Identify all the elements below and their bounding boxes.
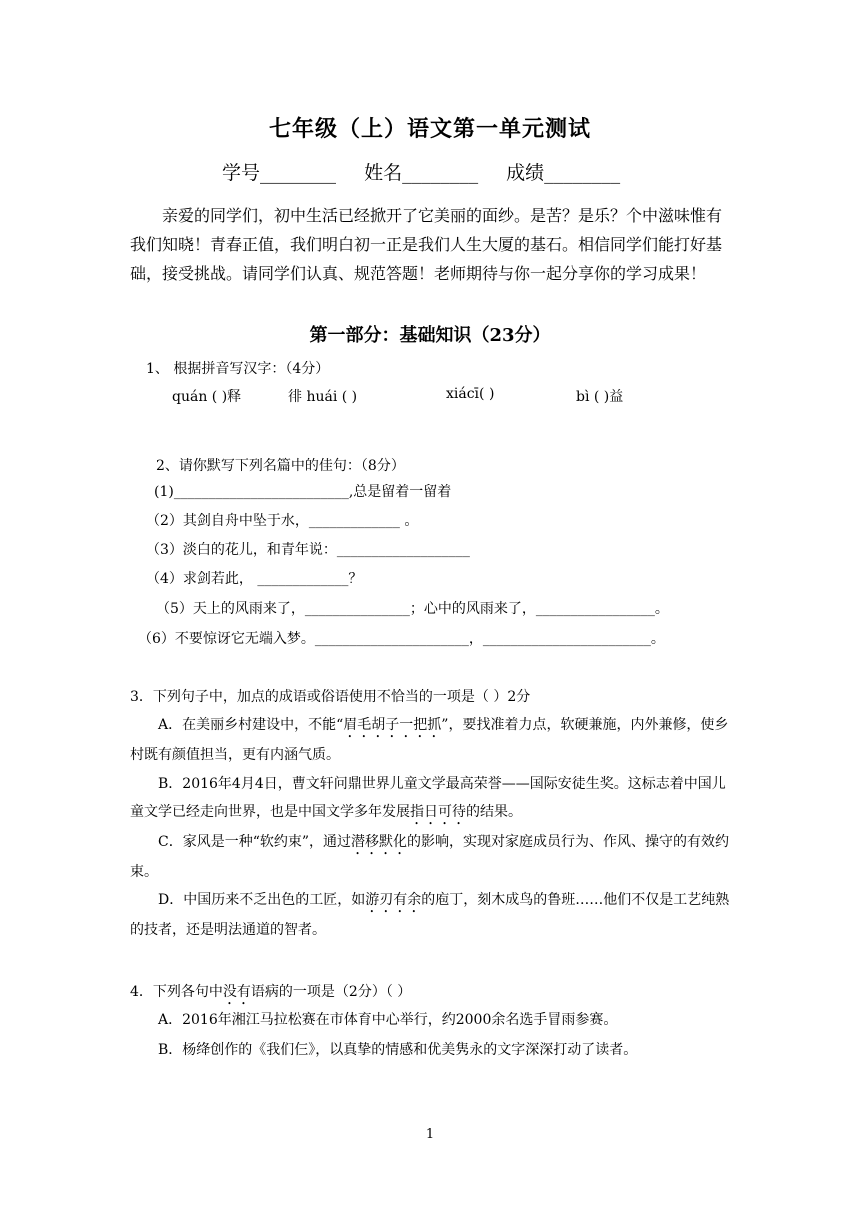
q2-line-5[interactable]: （5）天上的风雨来了，_______________；心中的风雨来了，_________________。 (156, 601, 669, 617)
q3-a-dotted-phrase: 眉毛胡子一把抓 (343, 717, 442, 733)
q3-b-text: B．2016年4月4日，曹文轩问鼎世界儿童文学最高荣誉——国际安徒生奖。这标志着中国儿童文学已经走向世界，也是中国文学多年发展 (130, 776, 726, 820)
q3-option-a[interactable] (130, 711, 735, 769)
q3-heading: 3．下列句子中，加点的成语或俗语使用不恰当的一项是（ ）2分 (130, 689, 531, 705)
q3-d-dotted-phrase: 游刃有余 (365, 892, 422, 908)
page-title: 七年级（上）语文第一单元测试 (268, 116, 591, 142)
section-title: 第一部分：基础知识（23分） (309, 325, 551, 346)
q2-heading: 2、请你默写下列名篇中的佳句：（8分） (156, 458, 405, 474)
q4-heading (130, 981, 411, 1008)
q4-heading-end: 语病的一项是（2分）（ ） (250, 984, 412, 1000)
q4-option-a[interactable]: A．2016年湘江马拉松赛在市体育中心举行，约2000余名选手冒雨参赛。 (158, 1012, 618, 1028)
q3-c-dotted-phrase: 潜移默化 (351, 834, 408, 850)
q1-heading: 1、 根据拼音写汉字：（4分） (146, 361, 330, 377)
student-info-fields (222, 158, 642, 185)
q1-item-3[interactable]: xiácī( ) (446, 386, 495, 402)
q3-d-text-end: 的庖丁，刻木成鸟的鲁班……他们不仅是工艺纯熟的技者，还是明法通道的智者。 (130, 892, 730, 938)
q2-line-4[interactable]: （4）求剑若此， _____________？ (146, 571, 363, 587)
q1-item-4[interactable]: bì ( )益 (576, 389, 624, 405)
q3-c-text: C．家风是一种“软约束”，通过 (158, 834, 352, 850)
q2-line-2[interactable]: （2）其剑自舟中坠于水，_____________ 。 (146, 513, 419, 529)
score-field[interactable]: 成绩________ (506, 162, 621, 184)
q3-a-text: A．在美丽乡村建设中，不能“ (158, 717, 344, 733)
q3-b-dotted-phrase: 指日可待 (410, 804, 466, 820)
q2-line-6[interactable]: （6）不要惊讶它无端入梦。______________________，________________________。 (138, 631, 665, 647)
q3-option-c[interactable] (130, 828, 735, 886)
q3-b-text-end: 的结果。 (466, 804, 522, 820)
q3-a-text-end: ”，要找准着力点，软硬兼施，内外兼修，使乡村既有颜值担当，更有内涵气质。 (130, 717, 729, 763)
q4-option-b[interactable]: B．杨绛创作的《我们仨》，以真挚的情感和优美隽永的文字深深打动了读者。 (158, 1042, 638, 1058)
q4-heading-dotted: 没有 (222, 984, 251, 1000)
q1-item-2[interactable]: 徘 huái ( ) (288, 389, 358, 405)
page-number: 1 (425, 1127, 435, 1142)
q4-heading-text: 4．下列各句中 (130, 984, 223, 1000)
student-no-field[interactable]: 学号________ (222, 162, 337, 184)
q1-item-1[interactable]: quán ( )释 (172, 389, 242, 405)
q2-line-3[interactable]: （3）淡白的花儿，和青年说：___________________ (146, 542, 470, 558)
name-field[interactable]: 姓名________ (364, 162, 479, 184)
intro-paragraph: 亲爱的同学们，初中生活已经掀开了它美丽的面纱。是苦？是乐？个中滋味惟有我们知晓！青春正值，我们明白初一正是我们人生大厦的基石。相信同学们能打好基础，接受挑战。请同学们认真、规范答题！老师期待与你一起分享你的学习成果！ (130, 206, 723, 283)
q3-option-d[interactable] (130, 886, 735, 944)
q3-d-text: D．中国历来不乏出色的工匠，如 (158, 892, 366, 908)
q3-c-text-end: 的影响，实现对家庭成员行为、作风、操守的有效约束。 (130, 834, 730, 880)
q3-option-b[interactable] (130, 770, 735, 828)
q2-line-1[interactable]: (1)_________________________,总是留着一留着 (154, 484, 452, 500)
